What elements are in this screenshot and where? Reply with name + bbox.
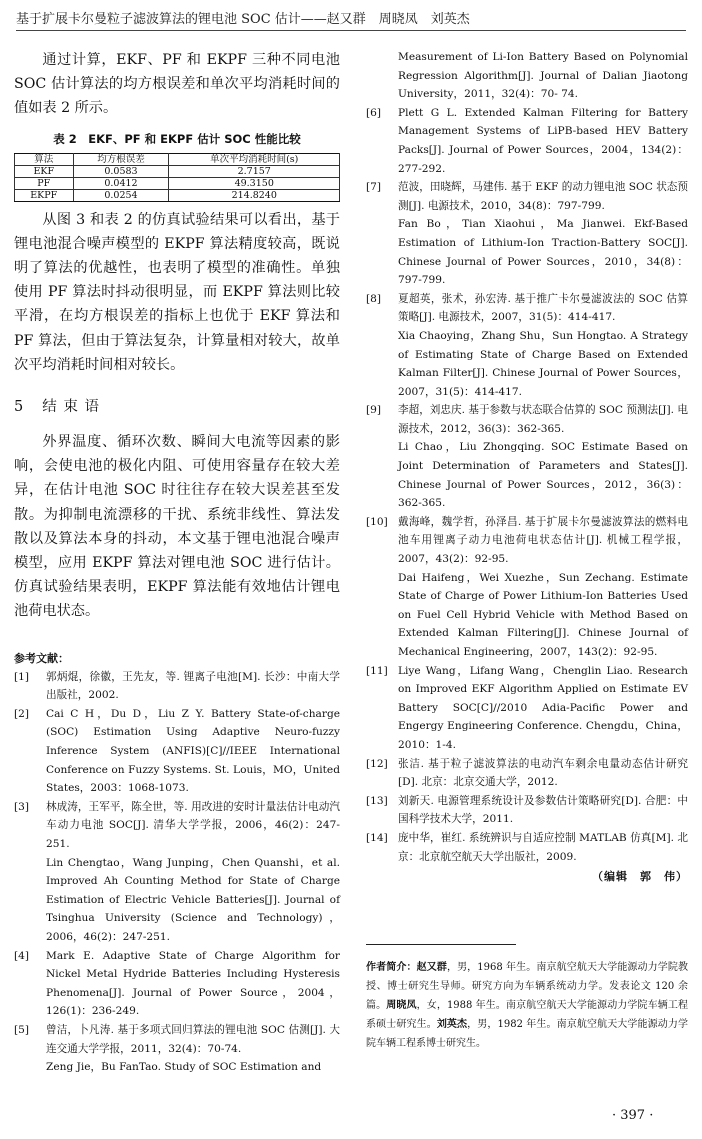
reference-number: [2] [14, 707, 30, 720]
conclusion-paragraph: 外界温度、循环次数、瞬间大电流等因素的影响，会使电池的极化内阻、可使用容量存在较大差异，在估计电池 SOC 时往往存在较大误差甚至发散。为抑制电流漂移的干扰、系统非线性、算法发散以及算法本身的抖动，本文基于锂电池混合噪声模型，应用 EKPF 算法对锂电池 SOC 进行估计。仿真试验结果表明，EKPF 算法能有效地估计锂电池荷电状态。 [14, 434, 340, 620]
section-heading [14, 395, 340, 416]
reference-number: [1] [14, 670, 30, 683]
reference-item [366, 662, 688, 755]
reference-text: 李超，刘忠庆. 基于参数与状态联合估算的 SOC 预测法[J]. 电源技术，2012，36(3)：362-365. [398, 404, 688, 435]
reference-text: Liye Wang，Lifang Wang，Chenglin Liao. Research on Improved EKF Algorithm Applied on Estimate EV Battery SOC[C]//2010 Adia-Pacific Power and Engergy Engineering Conference. Chengdu，China，2010：1-4. [398, 664, 688, 751]
table-row [15, 177, 340, 189]
reference-text: 庞中华，崔红. 系统辨识与自适应控制 MATLAB 仿真[M]. 北京：北京航空航天大学出版社，2009. [398, 831, 688, 863]
reference-item [14, 798, 340, 947]
reference-number: [13] [366, 794, 388, 807]
section-title: 结 束 语 [42, 399, 100, 416]
reference-number: [11] [366, 664, 388, 677]
reference-item [14, 1021, 340, 1077]
reference-number: [9] [366, 404, 382, 417]
reference-number: [3] [14, 800, 30, 813]
reference-text: 林成涛，王军平，陈全世，等. 用改进的安时计量法估计电动汽车动力电池 SOC[J]. 清华大学学报，2006，46(2)：247-251. [46, 800, 340, 850]
table-cell: 0.0583 [73, 165, 169, 177]
reference-item [366, 290, 688, 402]
reference-item [14, 947, 340, 1021]
author-name-1: 赵又群 [416, 962, 447, 973]
author-bio-3: ，男，1982 年生。南京航空航天大学能源动力学院车辆工程系博士研究生。 [366, 1019, 689, 1049]
reference-text: 夏超英，张术，孙宏涛. 基于推广卡尔曼滤波法的 SOC 估算策略[J]. 电源技术，2007，31(5)：414-417. [398, 292, 688, 324]
author-name-2: 周晓凤 [386, 1000, 417, 1011]
table-cell: EKPF [15, 189, 74, 201]
reference-text: 戴海峰，魏学哲，孙泽昌. 基于扩展卡尔曼滤波算法的燃料电池车用锂离子动力电池荷电状态估计[J]. 机械工程学报，2007，43(2)：92-95. [398, 515, 688, 566]
reference-text: Plett G L. Extended Kalman Filtering for Battery Management Systems of LiPB-based HEV Battery Packs[J]. Journal of Power Sources，2004，134(2)：277-292. [398, 106, 688, 175]
editor-credit: （编辑 郭 伟） [592, 870, 688, 884]
reference-item [366, 401, 688, 513]
performance-table [14, 153, 340, 202]
author-bio [366, 958, 688, 1053]
analysis-paragraph: 从图 3 和表 2 的仿真试验结果可以看出，基于锂电池混合噪声模型的 EKPF 算法精度较高，既说明了算法的优越性，也表明了模型的准确性。单独使用 PF 算法时抖动很明显，而 EKPF 算法则比较平滑，在均方根误差的指标上也优于 EKF 算法和 PF 算法，但由于算法复杂，计算量相对较大，故单次平均消耗时间相对较长。 [14, 211, 340, 373]
reference-number: [12] [366, 757, 388, 770]
table-header-cell: 算法 [15, 153, 74, 165]
reference-text: 曾洁，卜凡涛. 基于多项式回归算法的锂电池 SOC 估测[J]. 大连交通大学学报，2011，32(4)：70-74. [46, 1023, 340, 1055]
references-left [14, 668, 340, 1077]
reference-continuation-text: Measurement of Li-Ion Battery Based on Polynomial Regression Algorithm[J]. Journal of Dalian Jiaotong University，2011，32(4)：70- 74. [398, 51, 688, 101]
table-header-row [15, 153, 340, 165]
reference-item [14, 705, 340, 798]
reference-text: Cai C H，Du D，Liu Z Y. Battery State-of-charge (SOC) Estimation Using Adaptive Neuro-fuzzy Inference System (ANFIS)[C]//IEEE International Conference on Fuzzy Systems. St. Louis，MO，United States，2003：1068-1073. [46, 707, 340, 795]
reference-item [14, 668, 340, 705]
table-cell: 0.0254 [73, 189, 169, 201]
reference-text: Fan Bo，Tian Xiaohui，Ma Jianwei. Ekf-Based Estimation of Lithium-Ion Traction-Battery SOC[J]. Chinese Journal of Power Sources，2010，34(8)：797-799. [398, 218, 688, 287]
table-header-cell: 均方根误差 [73, 153, 169, 165]
reference-text: Dai Haifeng，Wei Xuezhe，Sun Zechang. Estimate State of Charge of Power Lithium-Ion Batteries Used on Fuel Cell Hybrid Vehicle with Method Based on Extended Kalman Filtering[J]. Chinese Journal of Mechanical Engineering，2007，143(2)：92-95. [398, 571, 688, 658]
reference-number: [4] [14, 949, 30, 962]
right-column [366, 48, 688, 884]
author-bio-label: 作者简介： [366, 962, 417, 973]
reference-item [366, 104, 688, 178]
reference-text: Zeng Jie，Bu FanTao. Study of SOC Estimation and [46, 1061, 322, 1074]
left-column [14, 48, 340, 1077]
author-bio-2: ，女，1988 年生。南京航空航天大学能源动力学院车辆工程系硕士研究生。 [366, 1000, 689, 1030]
reference-number: [7] [366, 181, 382, 194]
reference-item [366, 178, 688, 290]
author-bio-1: ，男，1968 年生。南京航空航天大学能源动力学院教授、博士研究生导师。研究方向为车辆系统动力学。发表论文 120 余篇。 [366, 962, 689, 1011]
table-caption: 表 2 EKF、PF 和 EKPF 估计 SOC 性能比较 [53, 131, 301, 146]
footnote-rule [366, 944, 516, 945]
reference-item [366, 829, 688, 866]
table-header-cell: 单次平均消耗时间(s) [169, 153, 340, 165]
reference-text: 刘新天. 电源管理系统设计及参数估计策略研究[D]. 合肥：中国科学技术大学，2011. [398, 794, 688, 826]
reference-text: Mark E. Adaptive State of Charge Algorithm for Nickel Metal Hydride Batteries Including Hysteresis Phenomena[J]. Journal of Power Source，2004，126(1)：236-249. [46, 949, 340, 1018]
running-header: 基于扩展卡尔曼粒子滤波算法的锂电池 SOC 估计——赵又群 周晓凤 刘英杰 [16, 8, 686, 31]
reference-item [366, 513, 688, 662]
reference-continuation [366, 48, 688, 104]
table-cell: 214.8240 [169, 189, 340, 201]
author-name-3: 刘英杰 [436, 1019, 468, 1030]
reference-number: [8] [366, 292, 382, 305]
table-row [15, 165, 340, 177]
reference-number: [10] [366, 515, 388, 528]
section-number: 5 [14, 399, 25, 416]
table-row [15, 189, 340, 201]
reference-number: [6] [366, 106, 382, 119]
table-body [15, 165, 340, 201]
reference-text: Li Chao，Liu Zhongqing. SOC Estimate Based on Joint Determination of Parameters and States[J]. Chinese Journal of Power Sources，2012，36(3)：362-365. [398, 441, 688, 510]
table-cell: 0.0412 [73, 177, 169, 189]
reference-text: Xia Chaoying，Zhang Shu，Sun Hongtao. A Strategy of Estimating State of Charge Based on Extended Kalman Filter[J]. Chinese Journal of Power Sources，2007，31(5)：414-417. [398, 329, 688, 398]
table-cell: EKF [15, 165, 74, 177]
intro-paragraph: 通过计算，EKF、PF 和 EKPF 三种不同电池 SOC 估计算法的均方根误差和单次平均消耗时间的值如表 2 所示。 [14, 52, 340, 117]
reference-text: 张洁. 基于粒子滤波算法的电动汽车剩余电量动态估计研究[D]. 北京：北京交通大学，2012. [398, 757, 688, 789]
reference-number: [5] [14, 1023, 30, 1036]
page-number: · 397 · [612, 1108, 654, 1123]
reference-item [366, 755, 688, 792]
reference-text: Lin Chengtao，Wang Junping，Chen Quanshi，et al. Improved Ah Counting Method for State of Charge Estimation of Electric Vehicle Batteries[J]. Journal of Tsinghua University (Science and Technology)，2006，46(2)：247-251. [46, 856, 340, 943]
table-cell: PF [15, 177, 74, 189]
references-right [366, 104, 688, 866]
reference-text: 范波，田晓辉，马建伟. 基于 EKF 的动力锂电池 SOC 状态预测[J]. 电源技术，2010，34(8)：797-799. [398, 181, 688, 212]
table-cell: 49.3150 [169, 177, 340, 189]
references-heading: 参考文献： [14, 651, 69, 665]
table-cell: 2.7157 [169, 165, 340, 177]
reference-text: 郭炳焜，徐徽，王先友，等. 锂离子电池[M]. 长沙：中南大学出版社，2002. [46, 670, 340, 702]
reference-number: [14] [366, 831, 388, 844]
reference-item [366, 792, 688, 829]
